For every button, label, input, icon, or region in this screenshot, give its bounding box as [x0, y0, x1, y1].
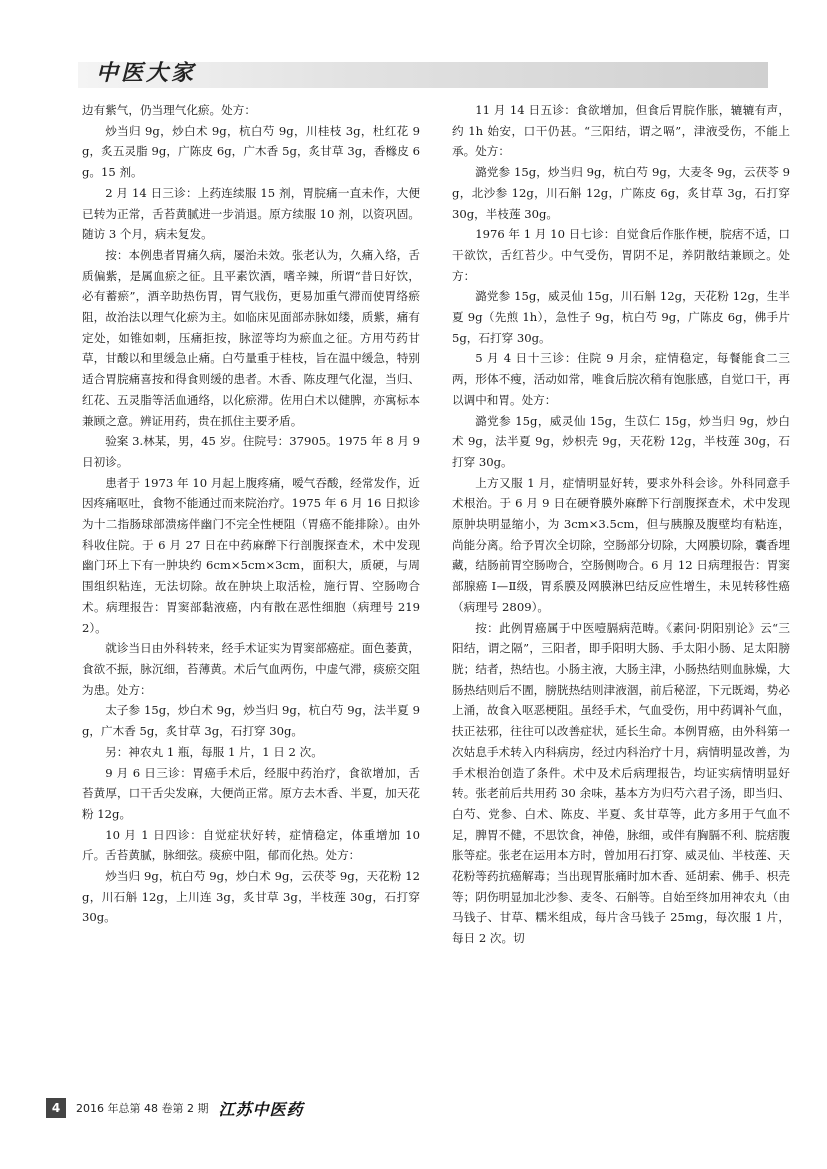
paragraph: 11 月 14 日五诊：食欲增加，但食后胃脘作胀，辘辘有声，约 1h 始安，口干仍甚。“三阳结，谓之嗝”，津液受伤，不能上承。处方：: [452, 103, 790, 159]
paragraph: 按：此例胃癌属于中医噎膈病范畴。《素问·阴阳别论》云“三阳结，谓之隔”，三阳者，即手阳明大肠、手太阳小肠、足太阳膀胱；结者，热结也。小肠主液，大肠主津，小肠热结则血脉燥，大肠热结则后不圊，膀胱热结则津液涸，前后秘涩，下元既竭，势必上涌，故食入呕恶梗阻。虽经手术，气血受伤，用中药调补气血，扶正祛邪，往往可以改善症状，延长生命。本例胃癌，由外科第一次姑息手术转入内科病房，经过内科治疗十月，病情明显改善，为手术根治创造了条件。术中及术后病理报告，均证实病情明显好转。张老前后共用药 30 余味，基本方为归芍六君子汤，即当归、白芍、党参、白术、陈皮、半夏、炙甘草等，此方多用于气血不足，脾胃不健，不思饮食，神倦，脉细，或伴有胸膈不利、脘痞腹胀等症。张老在运用本方时，曾加用石打穿、威灵仙、半枝莲、天花粉等药抗癌解毒；当出现胃胀痛时加木香、延胡索、佛手、枳壳等；阴伤明显加北沙参、麦冬、石斛等。自始至终加用神农丸（由马钱子、甘草、糯米组成，每片含马钱子 25mg，每次服 1 片，每日 2 次。切: [452, 620, 790, 946]
paragraph: 10 月 1 日四诊：自觉症状好转，症情稳定，体重增加 10 斤。舌苔黄腻，脉细弦。痰瘀中阻，郁而化热。处方：: [82, 827, 420, 863]
paragraph: 太子参 15g，炒白术 9g，炒当归 9g，杭白芍 9g，法半夏 9g，广木香 5g，炙甘草 3g，石打穿 30g。: [82, 703, 420, 739]
paragraph: 验案 3.林某，男，45 岁。住院号：37905。1975 年 8 月 9 日初诊。: [82, 434, 420, 469]
right-column: [452, 100, 790, 949]
paragraph: 患者于 1973 年 10 月起上腹疼痛，嗳气吞酸，经常发作，近因疼痛呕吐，食物不能通过而来院治疗。1975 年 6 月 16 日拟诊为十二指肠球部溃疡伴幽门不完全性梗阻（胃癌不能排除）。由外科收住院。于 6 月 27 日在中药麻醉下行剖腹探查术，术中发现幽门环上下有一肿块约 6cm×5cm×3cm，面积大，质硬，与周围组织粘连，无法切除。故在肿块上取活检，施行胃、空肠吻合术。病理报告：胃窦部黏液癌，内有散在恶性细胞（病理号 2192）。: [82, 475, 420, 635]
paragraph: 9 月 6 日三诊：胃癌手术后，经服中药治疗，食欲增加，舌苔黄厚，口干舌尖发麻，大便尚正常。原方去木香、半夏，加天花粉 12g。: [82, 765, 420, 821]
paragraph: 炒当归 9g，炒白术 9g，杭白芍 9g，川桂枝 3g，杜红花 9g，炙五灵脂 9g，广陈皮 6g，广木香 5g，炙甘草 3g，香橼皮 6g。15 剂。: [82, 123, 420, 180]
paragraph: 按：本例患者胃痛久病，屡治未效。张老认为，久痛入络，舌质偏紫，是属血瘀之征。且平素饮酒，嗜辛辣，所谓“昔日好饮，必有蓄瘀”，酒辛助热伤胃，胃气戕伤，更易加重气滞而使胃络瘀阻，故治法以理气化瘀为主。如临床见面部赤脉如缕，质紫，痛有定处，如锥如刺，压痛拒按，脉涩等均为瘀血之征。方用芍药甘草，甘酸以和里缓急止痛。白芍量重于桂枝，旨在温中缓急，特别适合胃脘痛喜按和得食则缓的患者。木香、陈皮理气化湿，当归、红花、五灵脂等活血通络，以化瘀滞。佐用白术以健脾，亦寓标本兼顾之意。辨证用药，贵在抓住主要矛盾。: [82, 247, 420, 428]
paragraph: 炒当归 9g，杭白芍 9g，炒白术 9g，云茯苓 9g，天花粉 12g，川石斛 12g，上川连 3g，炙甘草 3g，半枝莲 30g，石打穿 30g。: [82, 869, 420, 925]
page-number: 4: [46, 1098, 66, 1118]
journal-logo: 江苏中医药: [218, 1099, 304, 1119]
paragraph: 就诊当日由外科转来，经手术证实为胃窦部癌症。面色萎黄，食欲不振，脉沉细，苔薄黄。术后气血两伤，中虚气滞，痰瘀交阻为患。处方：: [82, 641, 420, 697]
left-column: [82, 100, 420, 928]
paragraph: 潞党参 15g，炒当归 9g，杭白芍 9g，大麦冬 9g，云茯苓 9g，北沙参 12g，川石斛 12g，广陈皮 6g，炙甘草 3g，石打穿 30g，半枝莲 30g。: [452, 165, 790, 221]
paragraph: 另：神农丸 1 瓶，每服 1 片，1 日 2 次。: [105, 744, 323, 759]
paragraph: 5 月 4 日十三诊：住院 9 月余，症情稳定，每餐能食二三两，形体不瘦，活动如常，唯食后脘次稍有饱胀感，自觉口干，再以调中和胃。处方：: [452, 351, 790, 407]
paragraph: 潞党参 15g，威灵仙 15g，生苡仁 15g，炒当归 9g，炒白术 9g，法半夏 9g，炒枳壳 9g，天花粉 12g，半枝莲 30g，石打穿 30g。: [452, 413, 790, 469]
paragraph: 2 月 14 日三诊：上药连续服 15 剂，胃脘痛一直未作，大便已转为正常，舌苔黄腻进一步消退。原方续服 10 剂，以资巩固。随访 3 个月，病未复发。: [82, 185, 420, 242]
paragraph: 上方又服 1 月，症情明显好转，要求外科会诊。外科同意手术根治。于 6 月 9 日在硬脊膜外麻醉下行剖腹探查术，术中发现原肿块明显缩小，为 3cm×3.5cm，但与胰腺及腹壁均有粘连，尚能分离。给予胃次全切除，空肠部分切除，大网膜切除，囊香埋藏，结肠前胃空肠吻合，空肠侧吻合。6 月 12 日病理报告：胃窦部腺癌 Ⅰ—Ⅱ级，胃系膜及网膜淋巴结反应性增生，未见转移性癌（病理号 2809）。: [452, 475, 790, 614]
section-title: 中医大家: [96, 61, 197, 86]
page-footer: [46, 1098, 304, 1118]
paragraph: 潞党参 15g，威灵仙 15g，川石斛 12g，天花粉 12g，生半夏 9g（先煎 1h），急性子 9g，杭白芍 9g，广陈皮 6g，佛手片 5g，石打穿 30g。: [452, 289, 790, 345]
paragraph: 1976 年 1 月 10 日七诊：自觉食后作胀作梗，脘痞不适，口干欲饮，舌红苔少。中气受伤，胃阴不足，养阴散结兼顾之。处方：: [452, 227, 790, 283]
paragraph: 边有紫气，仍当理气化瘀。处方：: [82, 103, 256, 117]
issue-info: 2016 年总第 48 卷第 2 期: [76, 1102, 209, 1115]
